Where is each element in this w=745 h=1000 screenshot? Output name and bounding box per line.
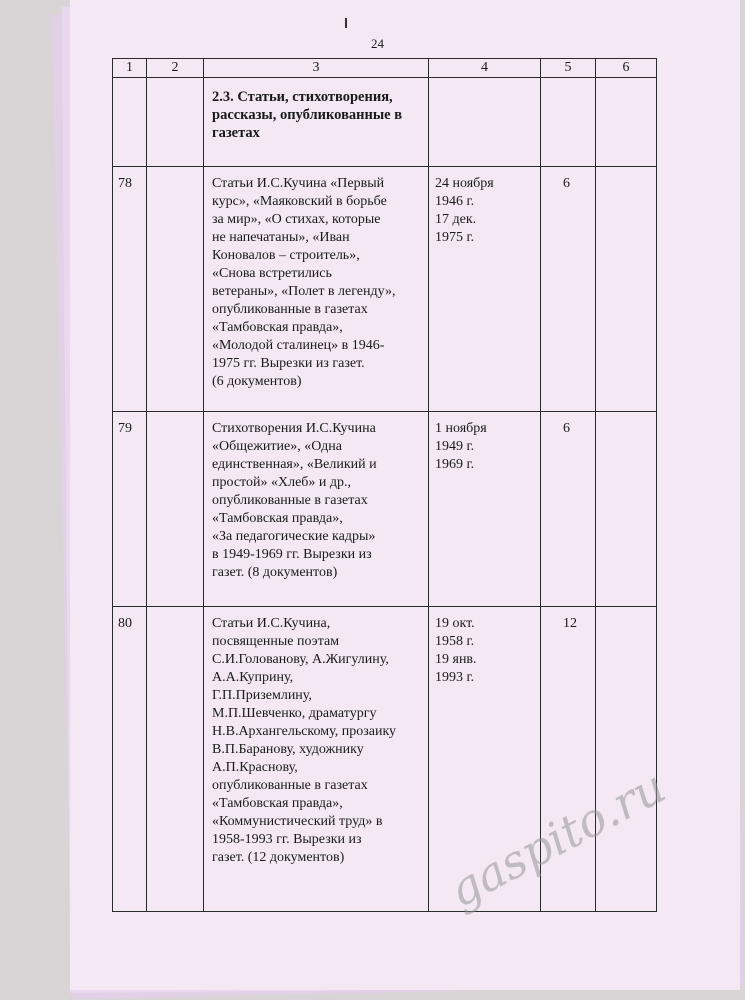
- date-line: 19 янв.: [435, 652, 477, 667]
- empty-cell: [147, 78, 204, 167]
- empty-cell: [596, 78, 657, 167]
- row-sheet-count: 12: [541, 607, 596, 912]
- pen-mark: [345, 18, 347, 28]
- description-line: опубликованные в газетах: [212, 493, 368, 508]
- table-row: [113, 607, 657, 912]
- description-line: Г.П.Приземлину,: [212, 688, 312, 703]
- description-line: в 1949-1969 гг. Вырезки из: [212, 547, 372, 562]
- description-line: «За педагогические кадры»: [212, 529, 376, 544]
- description-line: Н.В.Архангельскому, прозаику: [212, 724, 397, 739]
- row-description: [204, 607, 429, 912]
- empty-cell: [596, 167, 657, 412]
- empty-cell: [429, 78, 541, 167]
- description-line: простой» «Хлеб» и др.,: [212, 475, 352, 490]
- row-number: 79: [113, 412, 147, 607]
- empty-cell: [147, 412, 204, 607]
- row-sheet-count: 6: [541, 167, 596, 412]
- description-line: «Коммунистический труд» в: [212, 814, 383, 829]
- description-line: ветераны», «Полет в легенду»,: [212, 284, 396, 299]
- column-header: 2: [147, 59, 204, 78]
- description-line: А.А.Куприну,: [212, 670, 294, 685]
- empty-cell: [113, 78, 147, 167]
- row-number: 80: [113, 607, 147, 912]
- row-dates: [429, 167, 541, 412]
- archive-inventory-table: [112, 58, 657, 912]
- section-title-line: газетах: [212, 125, 260, 141]
- description-line: Коновалов – строитель»,: [212, 248, 360, 263]
- description-line: «Снова встретились: [212, 266, 332, 281]
- description-line: газет. (12 документов): [212, 850, 345, 865]
- page-number: 24: [371, 36, 384, 51]
- description-line: (6 документов): [212, 374, 302, 389]
- description-line: «Тамбовская правда»,: [212, 320, 343, 335]
- date-line: 17 дек.: [435, 212, 477, 227]
- description-line: 1958-1993 гг. Вырезки из: [212, 832, 362, 847]
- description-line: за мир», «О стихах, которые: [212, 212, 381, 227]
- empty-cell: [596, 412, 657, 607]
- description-line: В.П.Баранову, художнику: [212, 742, 364, 757]
- row-number: 78: [113, 167, 147, 412]
- description-line: курс», «Маяковский в борьбе: [212, 194, 387, 209]
- date-line: 1946 г.: [435, 194, 475, 209]
- description-line: «Тамбовская правда»,: [212, 796, 343, 811]
- column-header: 5: [541, 59, 596, 78]
- description-line: С.И.Голованову, А.Жигулину,: [212, 652, 389, 667]
- section-title-line: рассказы, опубликованные в: [212, 107, 403, 123]
- column-header: 3: [204, 59, 429, 78]
- column-header: 4: [429, 59, 541, 78]
- date-line: 1949 г.: [435, 439, 475, 454]
- date-line: 1993 г.: [435, 670, 475, 685]
- description-line: «Общежитие», «Одна: [212, 439, 342, 454]
- site-watermark: gaspito.ru: [440, 759, 674, 918]
- description-line: Стихотворения И.С.Кучина: [212, 421, 376, 436]
- table-row: [113, 167, 657, 412]
- date-line: 19 окт.: [435, 616, 475, 631]
- row-sheet-count: 6: [541, 412, 596, 607]
- description-line: единственная», «Великий и: [212, 457, 377, 472]
- table-header-row: [113, 59, 657, 78]
- description-line: «Молодой сталинец» в 1946-: [212, 338, 385, 353]
- date-line: 24 ноября: [435, 176, 494, 191]
- description-line: 1975 гг. Вырезки из газет.: [212, 356, 365, 371]
- row-dates: [429, 412, 541, 607]
- date-line: 1 ноября: [435, 421, 487, 436]
- date-line: 1975 г.: [435, 230, 475, 245]
- date-line: 1958 г.: [435, 634, 475, 649]
- description-line: М.П.Шевченко, драматургу: [212, 706, 377, 721]
- description-line: газет. (8 документов): [212, 565, 338, 580]
- section-row: [113, 78, 657, 167]
- row-description: [204, 412, 429, 607]
- section-title: [204, 78, 429, 167]
- section-title-line: 2.3. Статьи, стихотворения,: [212, 89, 393, 105]
- table-row: [113, 412, 657, 607]
- description-line: Статьи И.С.Кучина,: [212, 616, 331, 631]
- empty-cell: [147, 607, 204, 912]
- description-line: Статьи И.С.Кучина «Первый: [212, 176, 385, 191]
- empty-cell: [147, 167, 204, 412]
- description-line: не напечатаны», «Иван: [212, 230, 350, 245]
- column-header: 6: [596, 59, 657, 78]
- column-header: 1: [113, 59, 147, 78]
- description-line: А.П.Краснову,: [212, 760, 298, 775]
- empty-cell: [541, 78, 596, 167]
- description-line: посвященные поэтам: [212, 634, 340, 649]
- description-line: опубликованные в газетах: [212, 302, 368, 317]
- row-description: [204, 167, 429, 412]
- date-line: 1969 г.: [435, 457, 475, 472]
- description-line: «Тамбовская правда»,: [212, 511, 343, 526]
- description-line: опубликованные в газетах: [212, 778, 368, 793]
